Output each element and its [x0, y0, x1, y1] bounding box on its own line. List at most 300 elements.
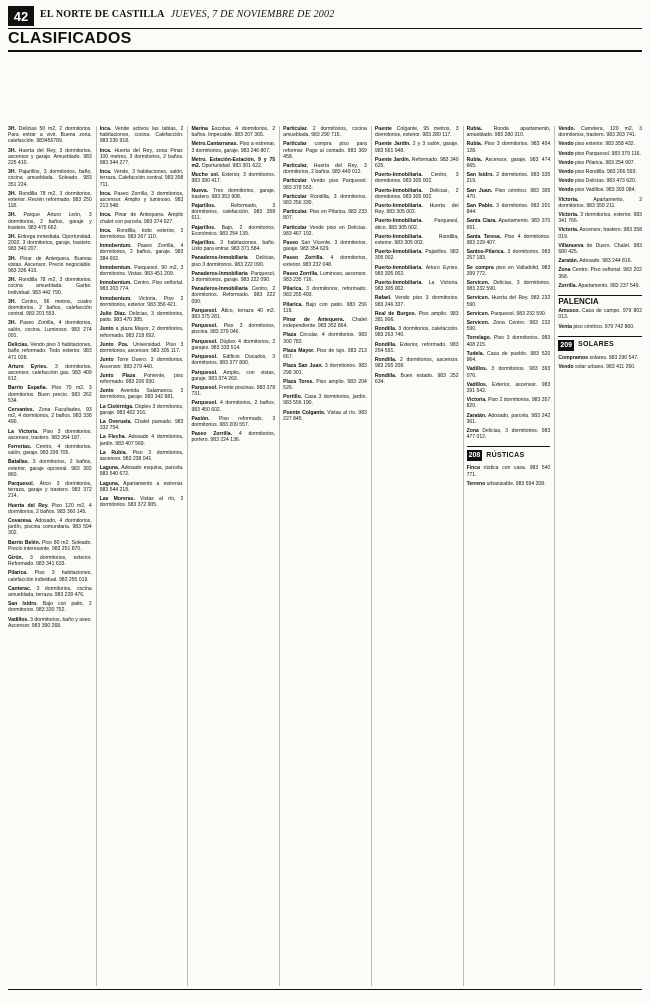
classified-ad — [100, 296, 184, 308]
classified-ad — [191, 126, 275, 138]
classified-ad — [558, 227, 642, 239]
page-number: 42 — [8, 6, 34, 26]
classified-ad — [283, 410, 367, 422]
ad-keyword: Particular — [283, 178, 307, 185]
classified-ad — [375, 203, 459, 215]
ad-keyword: Tudela. — [466, 350, 485, 357]
ad-keyword: Barrio Belén. — [8, 539, 41, 546]
classified-ad — [558, 283, 642, 289]
ad-keyword: Se compra — [466, 264, 494, 271]
classified-ad — [191, 354, 275, 366]
ad-keyword: Servicen. — [466, 310, 490, 317]
classified-ad — [191, 188, 275, 200]
ad-keyword: Particular — [283, 193, 307, 200]
ad-keyword: Inca. — [99, 212, 112, 219]
ad-text: Piso reformado, 3 dormitorios. 983 209 557. — [191, 415, 276, 428]
ad-keyword: Junto — [99, 357, 114, 364]
classified-ad — [283, 317, 367, 329]
ad-text: 4 dormitorios, portero. 983 224 136. — [191, 431, 276, 444]
classified-ad — [100, 388, 184, 400]
classified-ad — [375, 295, 459, 307]
ad-keyword: La Overuela. — [99, 418, 132, 425]
classified-ad — [467, 295, 551, 307]
ad-text: 3 dormitorios, baño y aseo. Ascensor. 983 390 268. — [8, 616, 92, 629]
ad-keyword: Pilarica. — [283, 286, 303, 293]
classified-ad — [283, 394, 367, 406]
classified-ad — [467, 203, 551, 215]
ad-keyword: Parquesol. — [191, 323, 218, 330]
classified-ad — [467, 335, 551, 347]
ad-keyword: Vendo — [558, 150, 574, 157]
ad-keyword: Villanueva — [558, 242, 584, 249]
ad-keyword: Particular. — [283, 209, 308, 216]
classified-ad — [558, 197, 642, 209]
classified-ad — [100, 481, 184, 493]
classified-ad — [8, 191, 92, 210]
ad-text: La Victoria. 983 305 002. — [374, 280, 459, 293]
classified-ad — [100, 126, 184, 145]
ad-text: Piso amplio. 983 204 526. — [283, 378, 367, 391]
classified-ad — [8, 277, 92, 296]
ad-text: Pajarillos. 983 305 002. — [374, 249, 459, 262]
classified-ad — [558, 308, 642, 320]
ad-text: piso Parquesol. 983 379 116. — [573, 150, 641, 157]
ad-keyword: Puerto-Inmobiliaria. — [374, 203, 423, 210]
ad-keyword: Inca. — [99, 227, 112, 234]
ad-text: Adosado esquina, parcela. 983 540 672. — [99, 465, 184, 478]
ad-keyword: 3H. — [8, 234, 16, 241]
ad-keyword: Santa Clara. — [466, 218, 497, 225]
classified-ad — [283, 209, 367, 221]
ad-text: Adosado, 4 dormitorios, jardín, piscina comunitaria. 983 594 302. — [8, 517, 92, 537]
ad-text: Vistas al río, 3 dormitorios. 983 372 905. — [99, 495, 184, 509]
classified-ad — [375, 126, 459, 138]
ad-text: Dúplex 4 dormitorios, 2 garajes. 983 333 514. — [191, 338, 276, 351]
ad-text: Avenida Salamanca. 3 dormitorios, garaje. 983 342 881. — [99, 388, 184, 401]
ad-keyword: Victoria. — [558, 196, 579, 203]
ad-text: 3 dormitorios. 983 298 301. — [283, 363, 367, 376]
ad-keyword: 3H. — [8, 212, 16, 219]
classified-ad — [191, 400, 275, 412]
ad-keyword: La Cistérniga. — [99, 403, 134, 410]
classified-ad — [100, 212, 184, 224]
classified-ad — [558, 324, 642, 330]
ad-keyword: 3H. — [8, 190, 16, 197]
ad-keyword: Vendo. — [558, 126, 576, 132]
running-head — [40, 9, 334, 20]
classified-ad — [8, 342, 92, 361]
ad-keyword: Parquesol. — [191, 384, 218, 391]
ad-keyword: Zaratán. — [558, 258, 579, 265]
ad-keyword: Parquesol. — [191, 400, 218, 407]
ad-keyword: Inmobentum. — [99, 280, 132, 287]
classified-ad — [375, 342, 459, 354]
classified-ad — [191, 255, 275, 267]
classified-ad — [283, 271, 367, 283]
ad-keyword: Vadillos. — [466, 381, 488, 388]
ad-keyword: Victoria. — [558, 227, 579, 234]
column-2 — [96, 126, 184, 986]
ad-text: 3 dormitorios. 983 257 183. — [466, 249, 551, 262]
classified-ad — [467, 382, 551, 394]
classified-ad — [283, 286, 367, 298]
classified-ad — [375, 234, 459, 246]
ad-text: Piso 3 habitaciones, calefacción individual. 983 255 019. — [8, 570, 92, 583]
ad-text: Huerta del Rey, 3 dormitorios, ascensor y garaje. Amueblado. 983 225 410. — [8, 147, 92, 167]
ad-text: Tres dormitorios, garaje, trastero. 983 353 908. — [191, 187, 276, 200]
classified-ad — [283, 126, 367, 138]
ad-keyword: Zona — [558, 267, 571, 274]
column-3 — [187, 126, 275, 986]
ad-keyword: 3H. — [8, 169, 16, 176]
classified-ad — [283, 240, 367, 252]
ad-keyword: Zaratán. — [466, 412, 487, 419]
ad-keyword: Puerto-Inmobiliaria. — [374, 172, 423, 179]
ad-text: Delicias, 2 dormitorios. 983 305 002. — [374, 187, 459, 200]
ad-text: Piso 3 dormitorios. 983 454 128. — [466, 141, 551, 154]
ad-keyword: Arturo Eyries. — [8, 363, 48, 370]
ad-keyword: Girón. — [8, 554, 23, 561]
classified-ad — [467, 218, 551, 230]
classified-ad — [191, 370, 275, 382]
ad-keyword: Nueva. — [191, 187, 209, 194]
ad-keyword: Parquesol. — [191, 307, 218, 314]
ad-keyword: Parquesol. — [191, 338, 218, 345]
ad-text: Huerta del Rey. 983 232 590. — [466, 295, 551, 308]
ad-text: Ronda apartamento, amueblado. 983 280 310. — [466, 126, 551, 139]
ad-text: Piso en Pilarica. 983 233 807. — [283, 209, 367, 222]
category-heading — [467, 446, 551, 461]
classified-ad — [375, 311, 459, 323]
ad-text: solar urbano. 983 411 260. — [573, 364, 636, 371]
classified-columns — [8, 126, 642, 986]
ad-text: Piso 70 m2, 3 dormitorios. Buen precio. 983 262 534. — [8, 385, 92, 404]
ad-text: Chalet independiente. 983 352 864. — [283, 317, 367, 330]
classified-ad — [191, 172, 275, 184]
ad-keyword: Canterac. — [8, 585, 32, 592]
ad-text: 3 dormitorios, calefacción. 983 263 740. — [374, 326, 459, 339]
ad-text: Delicias, piso 3 dormitorios. 983 222 090. — [191, 255, 276, 268]
ad-keyword: Paseo — [283, 240, 299, 247]
ad-keyword: Particular. — [283, 126, 308, 132]
column-6 — [463, 126, 551, 986]
classified-ad — [467, 280, 551, 292]
ad-text: Delicias 50 m2, 2 dormitorios. Para entrar a vivir. Buena zona, calefacción. 983456789. — [8, 126, 92, 145]
classified-ad — [8, 126, 92, 145]
classified-ad — [8, 586, 92, 598]
ad-text: 3 dormitorios, ascensor, calefacción gas. 983 409 612. — [8, 363, 92, 383]
classified-ad — [375, 249, 459, 261]
classified-ad — [8, 617, 92, 629]
ad-keyword: Puerto-Inmobiliaria. — [374, 249, 423, 256]
ad-keyword: Pinar de Antequera. — [283, 317, 345, 324]
ad-keyword: Las Moreras. — [99, 495, 135, 502]
ad-text: piso Pilarica. 983 254 907. — [573, 159, 636, 166]
ad-keyword: Pajarillos. — [191, 224, 216, 231]
classified-ad — [283, 225, 367, 237]
classified-ad — [467, 141, 551, 153]
ad-keyword: Puente — [374, 126, 392, 132]
classified-ad — [283, 302, 367, 314]
category-heading — [558, 336, 642, 351]
classified-ad — [191, 416, 275, 428]
ad-keyword: 3H. — [8, 298, 16, 305]
classified-ad — [100, 342, 184, 354]
ad-keyword: 3H. — [8, 320, 16, 327]
ad-keyword: Amusco. — [558, 308, 580, 315]
classified-ad — [100, 191, 184, 210]
ad-keyword: La Victoria. — [8, 428, 39, 435]
category-label: RÚSTICAS — [486, 451, 525, 459]
ad-keyword: Paseo Zorrilla. — [283, 255, 324, 262]
classified-ad — [8, 234, 92, 253]
classified-ad — [100, 169, 184, 188]
ad-keyword: Puerto-Inmobiliaria. — [374, 280, 423, 287]
ad-keyword: Rubia. — [466, 156, 483, 163]
ad-text: Rondilla 78 m2, 3 dormitorios, cocina amueblada. Garbo. Individual. 983 442 790. — [8, 277, 92, 296]
classified-ad — [8, 299, 92, 318]
ad-keyword: Real de Burgos. — [374, 310, 416, 317]
classified-ad — [375, 141, 459, 153]
ad-keyword: Panaderos-Inmobiliaria — [191, 255, 248, 262]
ad-keyword: San Isidro. — [466, 172, 494, 179]
ad-text: Vende, 3 habitaciones, salón, terraza. Calefacción central. 983 398 711. — [99, 169, 184, 188]
ad-text: Parque Arturo León, 3 dormitorios, 2 baños, garaje y trastero. 983 479 662. — [8, 212, 92, 231]
ad-keyword: Inmobentum. — [99, 243, 132, 250]
classified-ad — [283, 348, 367, 360]
ad-keyword: Covaresa. — [8, 517, 33, 524]
ad-keyword: Inca. — [99, 190, 112, 197]
classified-ad — [8, 148, 92, 167]
ad-keyword: Venta — [558, 323, 572, 330]
ad-keyword: Vadillos. — [466, 366, 488, 373]
ad-text: Parquesol. 983 232 590. — [489, 310, 547, 317]
ad-text: solares. 983 290 547. — [588, 354, 639, 361]
ad-text: Rondilla, exterior. 983 305 002. — [374, 233, 459, 247]
classified-ad — [8, 503, 92, 515]
ad-text: 2 dormitorios. 983 335 219. — [466, 172, 551, 185]
column-1 — [8, 126, 92, 986]
classified-ad — [375, 157, 459, 169]
ad-text: Bajo con patio, 2 dormitorios. 983 330 752. — [8, 601, 92, 614]
classified-ad — [8, 385, 92, 404]
ad-text: Reformado. 983 340 625. — [374, 156, 459, 170]
ad-keyword: Paseo Zorrilla. — [191, 431, 232, 438]
ad-keyword: Julio Díaz. — [99, 311, 127, 318]
ad-keyword: 3H. — [8, 255, 16, 262]
classified-ad — [100, 373, 184, 385]
ad-keyword: Metro. Estación-Estación, 9 y 75 m2. — [191, 156, 276, 170]
classified-ad — [283, 363, 367, 375]
ad-keyword: Servicen. — [466, 320, 490, 327]
classified-ad — [8, 570, 92, 582]
ad-keyword: Rubia. — [466, 141, 483, 148]
classified-ad — [100, 326, 184, 338]
ad-text: Vendo piso 3 habitaciones, baño reformado. Todo exterior. 983 471 028. — [8, 342, 92, 361]
ad-text: Carretera, 120 m2, 3 dormitorios, trastero. 983 263 741. — [558, 126, 643, 139]
classified-ad — [191, 323, 275, 335]
classified-ad — [558, 212, 642, 224]
classified-ad — [8, 481, 92, 500]
classified-ad — [100, 228, 184, 240]
category-label: SOLARES — [578, 341, 614, 349]
classified-ad — [100, 404, 184, 416]
classified-ad — [8, 429, 92, 441]
ad-keyword: Zona — [466, 427, 479, 434]
classified-ad — [100, 419, 184, 431]
ad-text: 2 dormitorios, ascensor. 983 265 208. — [374, 357, 459, 370]
ad-text: Amplio, con vistas, garaje. 983 374 263. — [191, 369, 276, 382]
ad-keyword: Inmobentum. — [99, 295, 132, 302]
ad-text: 3 dormitorios, reformado. 983 255 493. — [283, 286, 367, 299]
ad-keyword: Plaza San Juan. — [283, 363, 323, 370]
ad-text: 4 dormitorios, exterior. 983 232 048. — [283, 255, 367, 268]
ad-text: Piso 3 dormitorios, ascensor, trastero. 983 354 187. — [8, 428, 92, 441]
ad-keyword: 3H. — [8, 277, 16, 284]
classified-ad — [191, 431, 275, 443]
column-7 — [554, 126, 642, 986]
classified-ad — [375, 265, 459, 277]
ad-keyword: San Pablo. — [466, 203, 494, 210]
ad-keyword: Laguna. — [99, 465, 120, 472]
ad-keyword: Mucho sol. — [191, 172, 220, 179]
ad-text: Frente piscinas. 983 378 731. — [191, 384, 276, 398]
ad-text: Centro, 3 dormitorios. 983 305 002. — [374, 172, 459, 185]
ad-text: Vendo piso Parquesol. 983 378 553. — [283, 178, 367, 191]
ad-keyword: Junto — [99, 326, 114, 333]
ad-keyword: Plaza Mayor. — [283, 347, 315, 354]
classified-ad — [375, 357, 459, 369]
section-rule — [8, 50, 642, 52]
ad-text: a plaza Mayor, 2 dormitorios, reformado. 983 218 692. — [99, 326, 184, 339]
column-5 — [371, 126, 459, 986]
classified-ad — [283, 141, 367, 160]
ad-text: Delicias, 3 dormitorios, patio. 983 470 385. — [99, 311, 184, 324]
classified-ad — [100, 148, 184, 167]
classified-ad — [467, 234, 551, 246]
ad-text: Paseo Zorrilla, 4 dormitorios, 2 baños, garaje. 983 384 602. — [99, 243, 184, 262]
ad-text: Arturo Eyries. 983 305 002. — [374, 264, 459, 277]
ad-text: Universidad. Piso 3 dormitorios, ascensor. 983 305 117. — [99, 341, 184, 355]
ad-keyword: La Rubia. — [99, 449, 127, 456]
classified-ad — [191, 308, 275, 320]
ad-keyword: Laguna. — [99, 480, 120, 487]
ad-keyword: Pilarica. — [283, 301, 303, 308]
classified-ad — [558, 169, 642, 175]
ad-keyword: Delicias. — [8, 342, 29, 349]
classified-ad — [283, 255, 367, 267]
ad-keyword: 3H. — [8, 126, 16, 132]
ad-text: Edificio Ducados, 3 dormitorios. 983 377 890. — [191, 354, 276, 367]
ad-text: Luminoso, ascensor. 983 235 716. — [283, 270, 367, 284]
ad-text: Reformado, 3 dormitorios, calefacción. 983 358 611. — [191, 203, 276, 222]
ad-keyword: Panaderos-Inmobiliaria — [191, 286, 248, 293]
ad-text: Parquesol, 3 dormitorios, garaje. 983 222 090. — [191, 270, 276, 284]
ad-keyword: Puente Jardín. — [374, 156, 411, 163]
ad-text: piso Rondilla. 983 266 593. — [573, 169, 637, 176]
ad-text: 3 dormitorios, cocina amueblada, terraza. 983 228 476. — [8, 585, 92, 598]
ad-keyword: San Juan. — [466, 187, 493, 194]
ad-text: Piso 120 m2, 4 dormitorios, 2 baños. 983 360 145. — [8, 502, 92, 515]
classified-ad — [467, 465, 551, 477]
classified-ad — [283, 178, 367, 190]
ad-text: Apartamento. 983 237 549. — [577, 282, 640, 289]
ad-keyword: Puente Colgante. — [283, 409, 326, 416]
classified-ad — [467, 157, 551, 169]
ad-keyword: Puente Jardín. — [374, 141, 411, 148]
classified-ad — [558, 141, 642, 147]
classified-ad — [558, 364, 642, 370]
ad-keyword: Plaza Toros. — [283, 378, 314, 385]
ad-keyword: Junto Pza. — [99, 341, 129, 348]
classified-ad — [558, 126, 642, 138]
ad-text: San Vicente. 3 dormitorios, garaje. 983 354 629. — [283, 240, 367, 253]
ad-text: Zona Centro. 983 232 590. — [466, 320, 551, 333]
ad-text: Ascensor, garaje. 983 474 665. — [466, 156, 551, 170]
ad-text: Colgante, 95 metros, 3 dormitorios, exterior. 983 280 117. — [374, 126, 459, 139]
ad-text: Piso amplio. 983 381 906. — [374, 310, 459, 324]
ad-text: piso en Valladolid. 983 399 772. — [466, 264, 551, 277]
ad-keyword: Marina — [191, 126, 208, 132]
classified-ad — [191, 385, 275, 397]
ad-text: Apartamento a estrenar. 983 544 218. — [99, 480, 184, 493]
ad-keyword: Vendo — [558, 169, 574, 176]
ad-text: Piso 3 dormitorios. 983 408 215. — [466, 335, 551, 348]
ad-keyword: Huerta del Rey. — [8, 502, 49, 509]
ad-text: Centro, 2 dormitorios. Reformado. 983 222 090. — [191, 286, 276, 305]
ad-text: Circular, 4 dormitorios. 983 300 782. — [283, 332, 367, 345]
ad-text: Centro. Piso señorial. 983 203 774. — [99, 280, 184, 293]
ad-text: Apartamento, 2 dormitorios. 983 359 211. — [558, 196, 643, 209]
ad-keyword: Vendo — [558, 178, 574, 185]
ad-text: Huerta del Rey. 983 305 002. — [374, 203, 459, 216]
classified-ad — [100, 450, 184, 462]
ad-text: Oportunidad. 983 301 622. — [200, 163, 263, 170]
ad-text: Vende activos las tablas, 2 habitaciones, cocina. Calefacción. 983 236 918. — [99, 126, 184, 145]
classified-ad — [8, 256, 92, 275]
ad-keyword: Junto Plaza — [99, 372, 136, 379]
ad-keyword: Rondilla. — [374, 326, 397, 333]
ad-keyword: Inca. — [99, 126, 112, 132]
classified-ad — [191, 286, 275, 305]
ad-text: Pajarillos, 3 dormitorios, baño, cocina amueblada. Soleado. 983 351 224. — [8, 169, 92, 188]
classified-ad — [467, 397, 551, 409]
ad-keyword: Pasión. — [191, 415, 210, 422]
classified-ad — [558, 258, 642, 264]
ad-keyword: Particular — [283, 141, 307, 148]
ad-text: Ático, terraza 40 m2. 983 375 281. — [191, 307, 276, 321]
ad-text: 3 dormitorios, exterior. Reformado. 983 341 633. — [8, 554, 92, 568]
ad-keyword: Barrio España. — [8, 385, 47, 392]
ad-text: Apartamento. 983 370 651. — [466, 218, 551, 231]
ad-keyword: Puerto-Inmobiliaria. — [374, 264, 423, 271]
classified-ad — [8, 444, 92, 456]
ad-text: 3 dormitorios. 983 201 844. — [466, 203, 551, 216]
classified-ad — [467, 249, 551, 261]
classified-ad — [467, 481, 551, 487]
ad-text: piso Delicias. 983 473 620. — [573, 178, 637, 185]
ad-keyword: Ferrerías. — [8, 443, 32, 450]
region-heading: PALENCIA — [558, 295, 642, 305]
classified-ad — [8, 320, 92, 339]
ad-keyword: Inmobentum. — [99, 264, 132, 271]
ad-text: rústica con casa. 983 540 771. — [466, 465, 551, 478]
classified-ad — [191, 141, 275, 153]
ad-text: Parquesol, 90 m2, 3 dormitorios. Vistas. 983 451 209. — [99, 264, 184, 278]
classified-ad — [8, 518, 92, 537]
ad-text: Casa de pueblo. 983 520 964. — [466, 350, 551, 364]
column-4 — [279, 126, 367, 986]
